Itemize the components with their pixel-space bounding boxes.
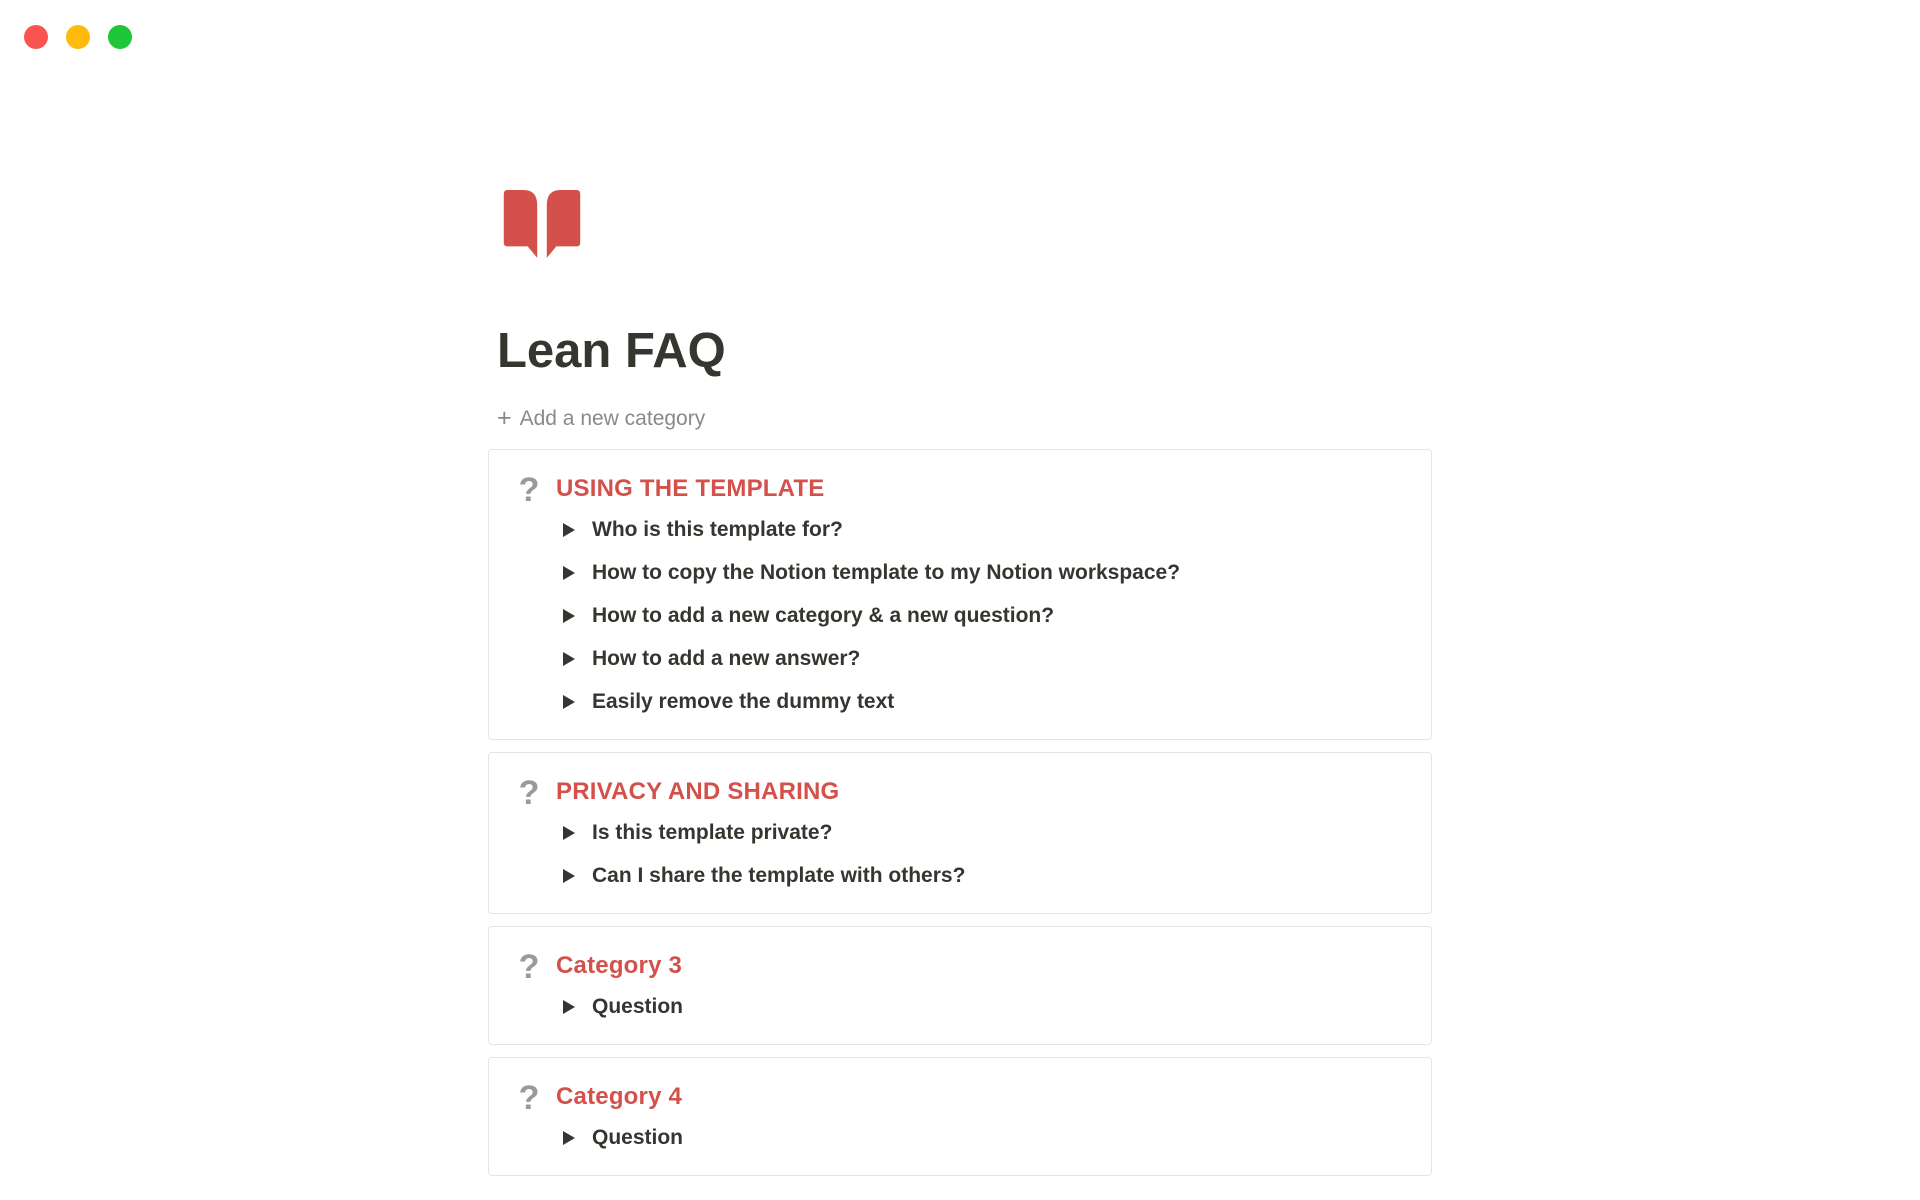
plus-icon: + <box>497 403 512 432</box>
toggle-triangle-icon[interactable] <box>563 695 575 709</box>
question-text[interactable]: How to add a new answer? <box>592 647 861 671</box>
category-title[interactable]: Category 3 <box>556 952 683 980</box>
question-mark-icon: ? <box>518 948 540 987</box>
category-header <box>516 947 1411 985</box>
category-box-4 <box>488 1057 1432 1176</box>
category-title[interactable]: USING THE TEMPLATE <box>556 475 825 503</box>
category-title[interactable]: Category 4 <box>556 1083 683 1111</box>
question-text[interactable]: Question <box>592 1126 684 1150</box>
close-button[interactable] <box>24 25 48 49</box>
faq-toggle[interactable] <box>516 637 1411 680</box>
toggle-triangle-icon[interactable] <box>563 1000 575 1014</box>
add-category-label: Add a new category <box>519 407 706 431</box>
category-title[interactable]: PRIVACY AND SHARING <box>556 778 840 806</box>
question-text[interactable]: Question <box>592 995 684 1019</box>
toggle-triangle-icon[interactable] <box>563 523 575 537</box>
question-mark-icon: ? <box>518 1079 540 1118</box>
category-header <box>516 773 1411 811</box>
faq-toggle[interactable] <box>516 811 1411 854</box>
toggle-triangle-icon[interactable] <box>563 1131 575 1145</box>
faq-toggle[interactable] <box>516 985 1411 1028</box>
faq-toggle[interactable] <box>516 1116 1411 1159</box>
toggle-triangle-icon[interactable] <box>563 652 575 666</box>
toggle-triangle-icon[interactable] <box>563 566 575 580</box>
category-header <box>516 1078 1411 1116</box>
faq-toggle[interactable] <box>516 594 1411 637</box>
open-book-icon[interactable] <box>499 188 585 259</box>
page-title[interactable]: Lean FAQ <box>497 324 726 378</box>
minimize-button[interactable] <box>66 25 90 49</box>
question-text[interactable]: Can I share the template with others? <box>592 864 966 888</box>
question-text[interactable]: Is this template private? <box>592 821 833 845</box>
fullscreen-button[interactable] <box>108 25 132 49</box>
category-box-using-the-template <box>488 449 1432 740</box>
faq-toggle[interactable] <box>516 680 1411 723</box>
faq-toggle[interactable] <box>516 508 1411 551</box>
category-box-privacy-and-sharing <box>488 752 1432 914</box>
question-text[interactable]: How to add a new category & a new question? <box>592 604 1055 628</box>
faq-toggle[interactable] <box>516 551 1411 594</box>
question-mark-icon: ? <box>518 471 540 510</box>
faq-toggle[interactable] <box>516 854 1411 897</box>
category-header <box>516 470 1411 508</box>
question-mark-icon: ? <box>518 774 540 813</box>
toggle-triangle-icon[interactable] <box>563 869 575 883</box>
window-controls <box>24 25 132 49</box>
question-text[interactable]: Easily remove the dummy text <box>592 690 895 714</box>
question-text[interactable]: How to copy the Notion template to my Notion workspace? <box>592 561 1181 585</box>
add-category-button[interactable] <box>497 404 705 434</box>
category-box-3 <box>488 926 1432 1045</box>
toggle-triangle-icon[interactable] <box>563 609 575 623</box>
toggle-triangle-icon[interactable] <box>563 826 575 840</box>
page-content <box>488 188 1432 1188</box>
question-text[interactable]: Who is this template for? <box>592 518 843 542</box>
